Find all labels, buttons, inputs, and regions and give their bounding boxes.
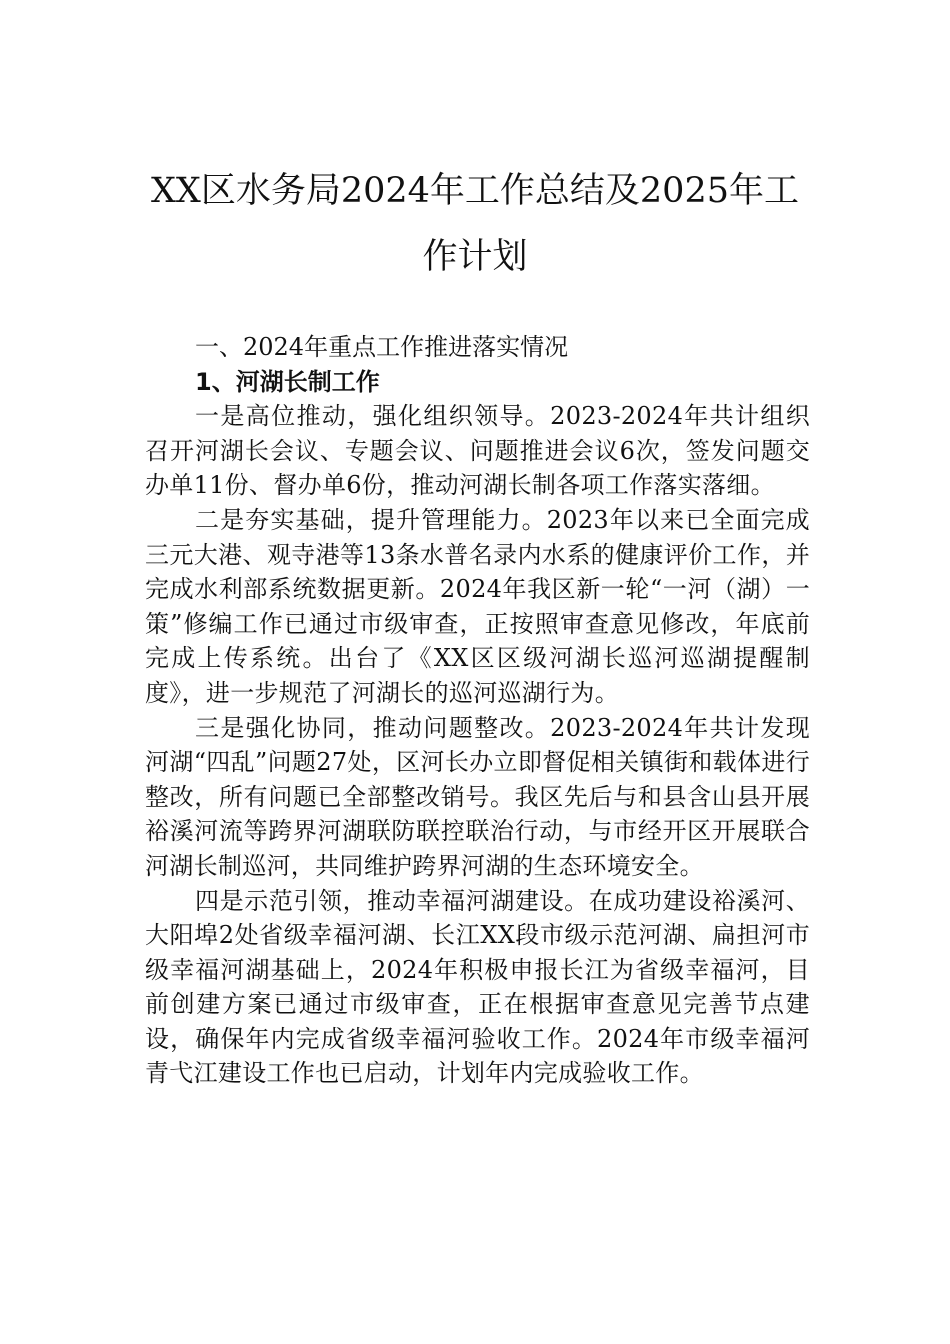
paragraph-4: 四是示范引领，推动幸福河湖建设。在成功建设裕溪河、大阳埠2处省级幸福河湖、长江XX段市级示范河湖、扁担河市级幸福河湖基础上，2024年积极申报长江为省级幸福河，目前创建方案已通过市级审查，正在根据审查意见完善节点建设，确保年内完成省级幸福河验收工作。2024年市级幸福河青弋江建设工作也已启动，计划年内完成验收工作。 bbox=[145, 886, 810, 1088]
document-title-line-2: 作计划 bbox=[422, 237, 528, 277]
paragraph-3: 三是强化协同，推动问题整改。2023-2024年共计发现河湖“四乱”问题27处，区河长办立即督促相关镇街和载体进行整改，所有问题已全部整改销号。我区先后与和县含山县开展裕溪河流等跨界河湖联防联控联治行动，与市经开区开展联合河湖长制巡河，共同维护跨界河湖的生态环境安全。 bbox=[145, 713, 810, 880]
paragraph-1: 一是高位推动，强化组织领导。2023-2024年共计组织召开河湖长会议、专题会议、问题推进会议6次，签发问题交办单11份、督办单6份，推动河湖长制各项工作落实落细。 bbox=[145, 402, 810, 500]
section-heading: 一、2024年重点工作推进落实情况 bbox=[195, 333, 569, 361]
document-title-line-1: XX区水务局2024年工作总结及2025年工 bbox=[151, 171, 799, 211]
subsection-heading: 1、河湖长制工作 bbox=[195, 367, 380, 396]
document-body bbox=[145, 330, 810, 1091]
paragraph-2: 二是夯实基础，提升管理能力。2023年以来已全面完成三元大港、观寺港等13条水普名录内水系的健康评价工作，并完成水利部系统数据更新。2024年我区新一轮“一河（湖）一策”修编工作已通过市级审查，正按照审查意见修改，年底前完成上传系统。出台了《XX区区级河湖长巡河巡湖提醒制度》，进一步规范了河湖长的巡河巡湖行为。 bbox=[145, 505, 810, 707]
